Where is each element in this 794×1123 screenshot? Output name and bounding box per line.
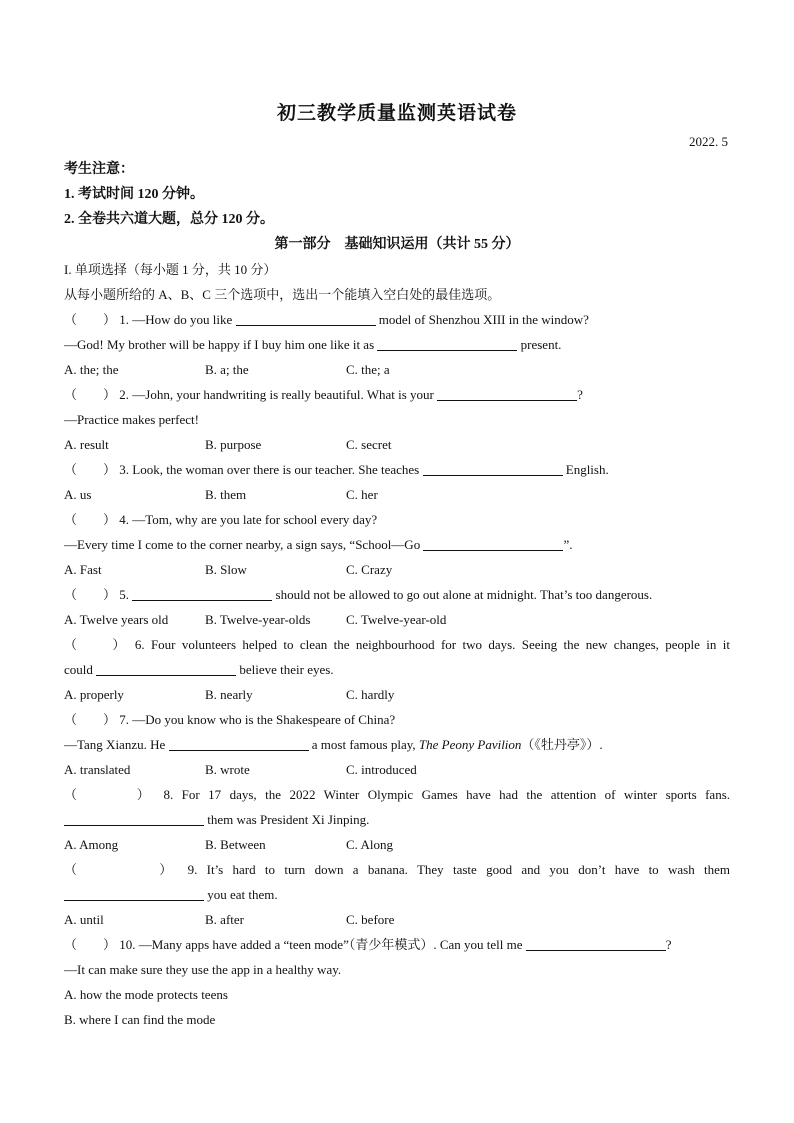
option-b[interactable]: B. wrote [205, 762, 250, 777]
question-text: —Every time I come to the corner nearby, a sign says, “School—Go [64, 537, 421, 552]
answer-blank[interactable] [526, 936, 666, 951]
answer-blank[interactable] [236, 311, 376, 326]
question-text: 10. —Many apps have added a “teen mode”（青少年模式）. Can you tell me [119, 937, 523, 952]
question-7-options [64, 757, 730, 782]
option-a[interactable]: A. Twelve years old [64, 612, 169, 627]
answer-blank[interactable] [64, 811, 204, 826]
question-text: model of Shenzhou XIII in the window? [378, 312, 589, 327]
question-text: ”. [563, 537, 573, 552]
section-title: I. 单项选择（每小题 1 分，共 10 分） [64, 262, 277, 277]
answer-blank[interactable] [423, 536, 563, 551]
answer-blank[interactable] [437, 386, 577, 401]
option-c[interactable]: C. secret [346, 437, 392, 452]
notice-heading: 考生注意： [64, 162, 134, 177]
option-c[interactable]: C. introduced [346, 762, 417, 777]
question-7-line2 [64, 732, 730, 757]
answer-blank[interactable] [64, 886, 204, 901]
section-instruction: 从每小题所给的 A、B、C 三个选项中，选出一个能填入空白处的最佳选项。 [64, 287, 501, 302]
question-4-options [64, 557, 730, 582]
question-7 [64, 707, 730, 732]
option-a[interactable]: A. properly [64, 687, 124, 702]
question-9-options [64, 907, 730, 932]
question-text: ? [665, 937, 672, 952]
answer-paren[interactable]: （ ） [64, 712, 117, 727]
answer-blank[interactable] [423, 461, 563, 476]
question-4-line2 [64, 532, 730, 557]
question-10-line2: —It can make sure they use the app in a healthy way. [64, 962, 342, 977]
question-text: 2. —John, your handwriting is really beautiful. What is your [119, 387, 434, 402]
answer-blank[interactable] [96, 661, 236, 676]
option-c[interactable]: C. before [346, 912, 395, 927]
exam-content [64, 157, 730, 1032]
question-text: a most famous play, [311, 737, 416, 752]
question-8-options [64, 832, 730, 857]
exam-date: 2022. 5 [689, 134, 728, 149]
question-text: should not be allowed to go out alone at midnight. That’s too dangerous. [275, 587, 653, 602]
option-c[interactable]: C. Along [346, 837, 393, 852]
question-text: 1. —How do you like [119, 312, 233, 327]
question-text: 4. —Tom, why are you late for school every day? [119, 512, 378, 527]
answer-paren[interactable]: （ ） [64, 937, 117, 952]
option-b[interactable]: B. Twelve-year-olds [205, 612, 311, 627]
question-2 [64, 382, 730, 407]
question-5-options [64, 607, 730, 632]
answer-paren[interactable]: （ ） [64, 387, 117, 402]
question-1-options [64, 357, 730, 382]
question-text: 6. Four volunteers helped to clean the neighbourhood for two days. Seeing the new changes, people in it [134, 637, 730, 652]
question-text: —Tang Xianzu. He [64, 737, 166, 752]
question-1-line2 [64, 332, 730, 357]
question-text: them was President Xi Jinping. [207, 812, 370, 827]
question-text: ? [577, 387, 583, 402]
option-b[interactable]: B. a; the [205, 362, 249, 377]
answer-paren[interactable]: （ ） [64, 462, 117, 477]
question-6 [64, 632, 730, 657]
option-a[interactable]: A. result [64, 437, 109, 452]
question-text: present. [520, 337, 562, 352]
question-2-options [64, 432, 730, 457]
option-b[interactable]: B. purpose [205, 437, 262, 452]
question-2-line2: —Practice makes perfect! [64, 412, 199, 427]
answer-paren[interactable]: （ ） [64, 787, 155, 802]
exam-title: 初三教学质量监测英语试卷 [276, 103, 517, 124]
option-a[interactable]: A. how the mode protects teens [64, 987, 228, 1002]
answer-paren[interactable]: （ ） [64, 512, 117, 527]
question-6-options [64, 682, 730, 707]
question-4 [64, 507, 730, 532]
question-6-line2 [64, 657, 730, 682]
option-c[interactable]: C. Crazy [346, 562, 393, 577]
option-a[interactable]: A. the; the [64, 362, 119, 377]
question-text: believe their eyes. [239, 662, 334, 677]
option-c[interactable]: C. the; a [346, 362, 390, 377]
option-c[interactable]: C. her [346, 487, 378, 502]
option-c[interactable]: C. hardly [346, 687, 395, 702]
part-title: 第一部分 基础知识运用（共计 55 分） [274, 237, 520, 252]
notice-item-2: 2. 全卷共六道大题，总分 120 分。 [64, 212, 274, 227]
option-a[interactable]: A. Fast [64, 562, 102, 577]
question-text: —God! My brother will be happy if I buy him one like it as [64, 337, 375, 352]
question-3-options [64, 482, 730, 507]
question-9-line2 [64, 882, 730, 907]
option-b[interactable]: B. after [205, 912, 244, 927]
answer-blank[interactable] [169, 736, 309, 751]
question-text: you eat them. [207, 887, 278, 902]
option-b[interactable]: B. them [205, 487, 247, 502]
question-10 [64, 932, 730, 957]
option-b[interactable]: B. Slow [205, 562, 247, 577]
question-8-line2 [64, 807, 730, 832]
question-9 [64, 857, 730, 882]
answer-blank[interactable] [132, 586, 272, 601]
question-text: 9. It’s hard to turn down a banana. They taste good and you don’t have to wash them [187, 862, 730, 877]
answer-paren[interactable]: （ ） [64, 637, 129, 652]
option-b[interactable]: B. Between [205, 837, 266, 852]
option-a[interactable]: A. Among [64, 837, 119, 852]
question-text: 3. Look, the woman over there is our teacher. She teaches [119, 462, 420, 477]
question-1 [64, 307, 730, 332]
question-text: English. [565, 462, 609, 477]
answer-paren[interactable]: （ ） [64, 587, 117, 602]
option-a[interactable]: A. until [64, 912, 104, 927]
answer-paren[interactable]: （ ） [64, 312, 117, 327]
option-c[interactable]: C. Twelve-year-old [346, 612, 447, 627]
question-3 [64, 457, 730, 482]
option-a[interactable]: A. us [64, 487, 92, 502]
question-text: 8. For 17 days, the 2022 Winter Olympic Games have had the attention of winter sports fans. [163, 787, 730, 802]
question-text: （《牡丹亭》）. [521, 737, 603, 752]
option-b[interactable]: B. where I can find the mode [64, 1012, 216, 1027]
question-5 [64, 582, 730, 607]
question-text: 5. [119, 587, 130, 602]
question-text: could [64, 662, 93, 677]
play-title: The Peony Pavilion [418, 737, 522, 752]
notice-item-1: 1. 考试时间 120 分钟。 [64, 187, 204, 202]
option-a[interactable]: A. translated [64, 762, 131, 777]
answer-paren[interactable]: （ ） [64, 862, 179, 877]
question-text: 7. —Do you know who is the Shakespeare of China? [119, 712, 396, 727]
question-8 [64, 782, 730, 807]
option-b[interactable]: B. nearly [205, 687, 253, 702]
answer-blank[interactable] [377, 336, 517, 351]
